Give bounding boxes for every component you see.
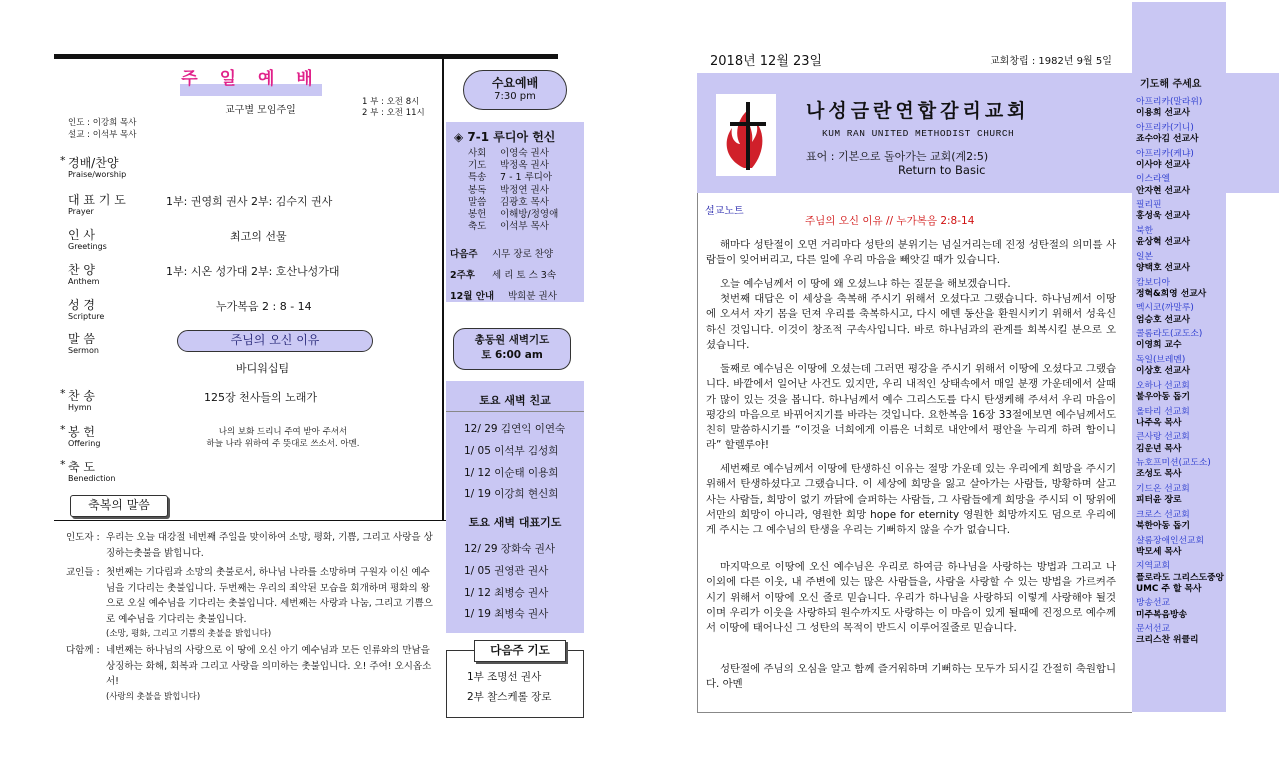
order-label: 대 표 기 도	[68, 193, 126, 207]
role-row	[468, 197, 558, 209]
list-item: 1/ 05 권영관 권사	[464, 564, 549, 577]
prayer-item	[1136, 329, 1228, 351]
upcoming-who: 박희분 권사	[508, 291, 557, 302]
prayer-item	[1136, 510, 1228, 532]
church-name: 나성금란연합감리교회	[806, 100, 1030, 122]
prayer-list	[1136, 97, 1228, 650]
sermon-note-label: 설교노트	[705, 206, 744, 217]
order-label: 봉 헌	[68, 425, 95, 439]
stand-marker: *	[60, 458, 66, 471]
prayer-mission: 멕시코(까말루)	[1136, 303, 1194, 314]
dawn-time: 토 6:00 am	[481, 349, 543, 361]
upcoming-row	[450, 265, 557, 286]
prayer-mission: 오하나 선교회	[1136, 380, 1190, 391]
prayer-missionary: 홍성욱 선교사	[1136, 211, 1191, 222]
prayer-mission: 크로스 선교회	[1136, 509, 1190, 520]
prayer-item	[1136, 200, 1228, 222]
list-item: 1/ 12 최병승 권사	[464, 586, 549, 599]
role-row	[468, 148, 558, 160]
order-label-en: Greetings	[68, 242, 107, 251]
prayer-item	[1136, 536, 1228, 558]
prayer-mission: 문서선교	[1136, 624, 1170, 635]
reading-label: 인도자 :	[66, 532, 100, 543]
role-name: 박정옥 권사	[500, 160, 549, 172]
prayer-leaders-list	[464, 539, 555, 626]
prayer-missionary: 나주옥 목사	[1136, 417, 1182, 428]
role-name: 7 - 1 루디아	[500, 172, 553, 184]
sermon-title: 주님의 오신 이유	[177, 330, 373, 352]
role-row	[468, 172, 558, 184]
worship-leaders	[68, 117, 136, 141]
prayer-missionary: 엄승호 선교사	[1136, 314, 1191, 325]
order-label-en: Praise/worship	[68, 170, 127, 179]
time-second: 2 부 : 오전 11시	[362, 108, 425, 118]
time-first: 1 부 : 오전 8시	[362, 97, 420, 107]
dawn-title: 총동원 새벽기도	[474, 334, 550, 346]
prayer-item	[1136, 303, 1228, 325]
sermon-paragraph: 세번째로 예수님께서 이땅에 탄생하신 이유는 절망 가운데 있는 우리에게 희망을 주시기위해서 탄생하셨다고 그랬습니다. 이 세상에 희망을 잃고 살아가는 사람들, 방황하며 살고 사는 사람들, 희망이 없기 까닭에 슬퍼하는 사람들, 그 사람들에게 희망을 주시되 이 땅위에서만의 희망이 아니라, 영원한 희망 hope for eternity 영원한 희망까지도 덤으로 우리에게 주시는 그 예수님의 탄생을 우리는 기뻐하지 않을 수가 없습니다.	[706, 463, 1116, 537]
order-label-en: Prayer	[68, 207, 94, 216]
prayer-mission: 일본	[1136, 251, 1153, 262]
upcoming-when: 2주후	[450, 270, 475, 281]
prayer-mission: 독일(브레멘)	[1136, 354, 1186, 365]
order-label: 말 씀	[68, 332, 95, 346]
role-label: 사회	[468, 148, 487, 159]
order-content: 125장 천사들의 노래가	[204, 391, 317, 404]
prayer-title: 기도해 주세요	[1140, 79, 1202, 90]
cross-flame-logo	[716, 94, 776, 176]
upcoming-schedule	[450, 244, 557, 307]
order-content: 누가복음 2 : 8 - 14	[216, 300, 312, 313]
preacher-line: 설교 : 이석부 목사	[68, 130, 137, 140]
reading-note: (사랑의 촛불을 밝힙니다)	[106, 692, 201, 702]
upcoming-who: 세 리 토 스 3속	[492, 270, 557, 281]
wednesday-title: 수요예배	[491, 76, 539, 90]
wednesday-program-panel	[446, 122, 584, 302]
sermon-subtitle: 바디워십팀	[236, 362, 290, 375]
church-name-en: KUM RAN UNITED METHODIST CHURCH	[822, 128, 1015, 139]
role-name: 박정연 권사	[500, 184, 549, 196]
church-motto-en: Return to Basic	[898, 163, 986, 177]
role-label: 봉헌	[468, 209, 487, 221]
order-label-en: Offering	[68, 439, 101, 448]
prayer-item	[1136, 123, 1228, 145]
role-label: 기도	[468, 160, 487, 172]
prayer-missionary: 이사야 선교사	[1136, 159, 1191, 170]
prayer-item	[1136, 432, 1228, 454]
blessing-heading: 축복의 말씀	[70, 495, 168, 517]
prayer-item	[1136, 355, 1228, 377]
worship-times	[362, 97, 425, 119]
upcoming-when: 12월 안내	[450, 291, 495, 302]
order-content: 1부: 시온 성가대 2부: 호산나성가대	[166, 265, 340, 278]
prayer-missionary: 북한아동 돕기	[1136, 520, 1191, 531]
role-name: 이해방/정영애	[500, 209, 559, 221]
dawn-prayer-box	[453, 328, 571, 370]
wednesday-time: 7:30 pm	[494, 91, 536, 102]
role-label: 봉독	[468, 184, 487, 196]
order-label: 찬 송	[68, 389, 95, 403]
prayer-missionary: 크리스찬 위클리	[1136, 635, 1199, 646]
frame-line	[697, 712, 1132, 713]
upcoming-when: 다음주	[450, 249, 478, 260]
sermon-paragraph: 둘째로 예수님은 이땅에 오셨는데 그러면 평강을 주시기 위해서 이땅에 오셨다고 그랬습니다. 바깥에서 일어난 사건도 있지만, 우리 내적인 상태속에서 매일 분쟁 가운데에서 살때가 많이 있는 것을 봅니다. 하나님께서 예수 그리스도를 다시 탄생케해 주셔서 우리 마음이 평강의 마음으로 바뀌어지기를 바라는 것입니다. 요한복음 16장 33절에보면 예수님께서도 친히 말씀하시기를 “이것을 너희에게 이름은 너희로 내안에서 평안을 누리게 하려 함이니라” 할렐루야!	[706, 363, 1116, 452]
list-item: 2부 찰스케롤 장로	[467, 691, 552, 703]
reading-text: 첫번째는 기다림과 소망의 촛불로서, 하나님 나라를 소망하며 구원자 이신 예수님을 기다리는 촛불입니다. 두번째는 우리의 죄악된 모습을 회개하며 평화의 왕으로 오실 예수님을 기다리는 촛불입니다. 세번째는 사랑과 나눔, 그리고 기쁨으로 예수님을 기다리는 촛불입니다.	[106, 567, 433, 625]
prayer-item	[1136, 407, 1228, 429]
order-content: 1부: 권영희 권사 2부: 김수지 권사	[166, 195, 333, 208]
frame-line	[697, 193, 698, 713]
fellowship-list	[464, 419, 565, 506]
prayer-missionary: 안자현 선교사	[1136, 185, 1191, 196]
prayer-missionary: 이용희 선교사	[1136, 108, 1191, 119]
stand-marker: *	[60, 387, 66, 400]
prayer-missionary: 정혁&희영 선교사	[1136, 288, 1207, 299]
sermon-note-heading: 주님의 오신 이유 // 누가복음 2:8-14	[805, 215, 975, 227]
list-item: 12/ 29 장화숙 권사	[464, 543, 555, 555]
prayer-item	[1136, 598, 1228, 620]
stand-marker: *	[60, 423, 66, 436]
role-label: 특송	[468, 172, 487, 184]
sermon-paragraph: 마지막으로 이땅에 오신 예수님은 우리로 하여금 하나님을 사랑하는 방법과 그리고 나 이외에 다른 이웃, 내 주변에 있는 많은 사람들을, 사람을 사랑할 수 있는 방법을 가르켜주시기 위해서 이땅에 오신 줄로 믿습니다. 우리가 하나님을 사랑하되 이렇게 사랑해야 될것이며 우리가 이웃을 사랑하되 원수까지도 사랑하는 이 마음이 있게 될때에 진정으로 예수께서 이땅에 태어나신 그 성탄의 목적이 반드시 이루어질줄로 믿습니다.	[706, 561, 1116, 635]
bulletin-date: 2018년 12월 23일	[710, 54, 823, 69]
prayer-mission: 큰사랑 선교회	[1136, 432, 1190, 443]
list-item: 1/ 19 최병숙 권사	[464, 608, 549, 621]
prayer-item	[1136, 278, 1228, 300]
offering-lyrics	[178, 426, 388, 450]
sermon-paragraph: 해마다 성탄절이 오면 거리마다 성탄의 분위기는 넘실거리는데 진정 성탄절의 의미를 사람들이 잊어버리고, 다른 일에 우리 마음을 빼앗길 때가 있습니다.	[706, 239, 1116, 267]
reading-text: 우리는 오늘 대강절 네번째 주일을 맞이하여 소망, 평화, 기쁨, 그리고 사랑을 상징하는촛불을 밝힙니다.	[106, 532, 433, 559]
order-label-en: Benediction	[68, 474, 116, 483]
prayer-mission: 아프리카(기니)	[1136, 122, 1194, 133]
prayer-missionary: 불우아동 돕기	[1136, 391, 1191, 402]
sermon-paragraph: 성탄절에 주님의 오심을 알고 함께 즐거워하며 기뻐하는 모두가 되시길 간절히 축원합니다. 아멘	[706, 663, 1116, 691]
order-label-en: Scripture	[68, 312, 105, 321]
order-label: 경배/찬양	[68, 156, 119, 170]
order-label: 찬 양	[68, 263, 95, 277]
prayer-item	[1136, 226, 1228, 248]
prayer-item	[1136, 174, 1228, 196]
order-label-en: Anthem	[68, 277, 100, 286]
role-name: 김광호 목사	[500, 196, 549, 208]
reading-label: 다함께 :	[66, 645, 100, 656]
prayer-missionary: 양택호 선교사	[1136, 262, 1191, 273]
prayer-missionary: 조성도 목사	[1136, 469, 1182, 480]
prayer-missionary: 미주복음방송	[1136, 609, 1187, 620]
upcoming-row	[450, 244, 557, 265]
role-row	[468, 160, 558, 172]
prayer-missionary: 이상호 선교사	[1136, 366, 1191, 377]
role-row	[468, 185, 558, 197]
prayer-item	[1136, 381, 1228, 403]
top-rule	[54, 54, 558, 59]
prayer-missionary: 피터윤 장로	[1136, 495, 1182, 506]
order-content: 최고의 선물	[230, 230, 287, 243]
list-item: 1/ 12 이순태 이용희	[464, 466, 559, 479]
prayer-missionary: 김운년 목사	[1136, 443, 1182, 454]
prayer-mission: 방송선교	[1136, 598, 1170, 609]
program-roles	[468, 148, 558, 233]
prayer-missionary: 플로라도 그리스도중앙 UMC 주 할 목사	[1136, 572, 1225, 594]
list-item: 1/ 19 이강희 현신희	[464, 488, 559, 501]
order-label-en: Hymn	[68, 403, 92, 412]
reading-note: (소망, 평화, 그리고 기쁨의 촛불을 밝힙니다)	[106, 629, 272, 639]
prayer-mission: 아프리카(말라위)	[1136, 97, 1203, 107]
offering-line: 하늘 나라 위하여 주 뜻대로 쓰소서. 아멘.	[206, 439, 360, 449]
divider	[446, 411, 584, 412]
church-motto: 표어 : 기본으로 돌아가는 교회(계2:5)	[806, 150, 989, 163]
prayer-missionary: 죠수아김 선교사	[1136, 134, 1199, 144]
role-row	[468, 209, 558, 221]
saturday-panel	[446, 381, 584, 633]
prayer-item	[1136, 252, 1228, 274]
leader-line: 인도 : 이강희 목사	[68, 118, 137, 128]
stand-marker: *	[60, 154, 66, 167]
offering-line: 나의 보화 드리니 주여 받아 주셔서	[218, 427, 348, 437]
prayer-mission: 샬롬장애인선교회	[1136, 535, 1204, 546]
program-title: ◈ 7-1 루디아 헌신	[454, 130, 556, 144]
sermon-paragraph: 오늘 예수님께서 이 땅에 왜 오셨느냐 하는 질문을 해보겠습니다.	[720, 278, 1011, 290]
worship-subtitle: 교구별 모임주일	[225, 105, 296, 116]
upcoming-who: 시무 장로 찬양	[492, 249, 554, 260]
prayer-leaders-title: 토요 새벽 대표기도	[468, 516, 562, 529]
prayer-item	[1136, 458, 1228, 480]
prayer-item	[1136, 561, 1228, 595]
worship-title: 주 일 예 배	[181, 69, 321, 89]
prayer-mission: 캄보디아	[1136, 277, 1170, 288]
prayer-missionary: 윤상혁 선교사	[1136, 237, 1191, 248]
list-item: 12/ 29 김연익 이연숙	[464, 423, 566, 435]
prayer-mission: 뉴호프미션(교도소)	[1136, 458, 1211, 469]
prayer-mission: 지역교회	[1136, 561, 1170, 572]
order-label-en: Sermon	[68, 346, 99, 355]
prayer-missionary: 이영희 교수	[1136, 340, 1182, 351]
list-item: 1/ 05 이석부 김성희	[464, 444, 559, 457]
order-label: 성 경	[68, 298, 95, 312]
prayer-mission: 기드온 선교회	[1136, 483, 1190, 494]
prayer-mission: 올타리 선교회	[1136, 406, 1190, 417]
prayer-missionary: 박모세 목사	[1136, 546, 1182, 557]
column-divider	[442, 59, 444, 521]
prayer-mission: 필리핀	[1136, 200, 1162, 211]
prayer-item	[1136, 484, 1228, 506]
sermon-paragraph: 첫번째 대답은 이 세상을 축복해 주시기 위해서 오셨다고 그랬습니다. 하나님께서 이땅에 오셔서 자기 몸을 던져 우리를 축복하시고, 다시 에덴 동산을 환원시키기 위해서 성육신하신 것입니다. 이것이 창조적 구속사입니다. 바로 하나님과의 관계를 회복시킬 분으로 오셨습니다.	[706, 293, 1116, 351]
role-label: 말씀	[468, 196, 487, 208]
role-name: 이석부 목사	[500, 221, 549, 233]
upcoming-row	[450, 286, 557, 307]
prayer-item	[1136, 624, 1228, 646]
wednesday-service	[463, 70, 567, 110]
prayer-mission: 아프리카(케냐)	[1136, 148, 1194, 159]
prayer-mission: 이스라엘	[1136, 174, 1170, 185]
reading-label: 교인들 :	[66, 567, 100, 578]
role-label: 축도	[468, 221, 487, 233]
next-prayer-title: 다음주 기도	[474, 640, 566, 662]
worship-title-block	[180, 64, 322, 96]
next-prayer-list	[467, 667, 551, 707]
order-label: 축 도	[68, 460, 95, 474]
role-row	[468, 221, 558, 233]
prayer-mission: 콜롬라도(교도소)	[1136, 329, 1203, 340]
fellowship-title: 토요 새벽 친교	[479, 394, 551, 407]
prayer-item	[1136, 97, 1228, 119]
order-label: 인 사	[68, 228, 95, 242]
prayer-item	[1136, 149, 1228, 171]
reading-text: 네번째는 하나님의 사랑으로 이 땅에 오신 아기 예수님과 모든 인류와의 만남을 상징하는 화해, 회복과 그리고 사랑을 의미하는 촛불입니다. 오! 주여! 오시옵소서!	[106, 645, 432, 687]
founded-date: 교회창립 : 1982년 9월 5일	[990, 56, 1112, 67]
prayer-mission: 북한	[1136, 225, 1153, 236]
role-name: 이영숙 권사	[500, 148, 549, 159]
list-item: 1부 조명선 권사	[467, 671, 542, 683]
